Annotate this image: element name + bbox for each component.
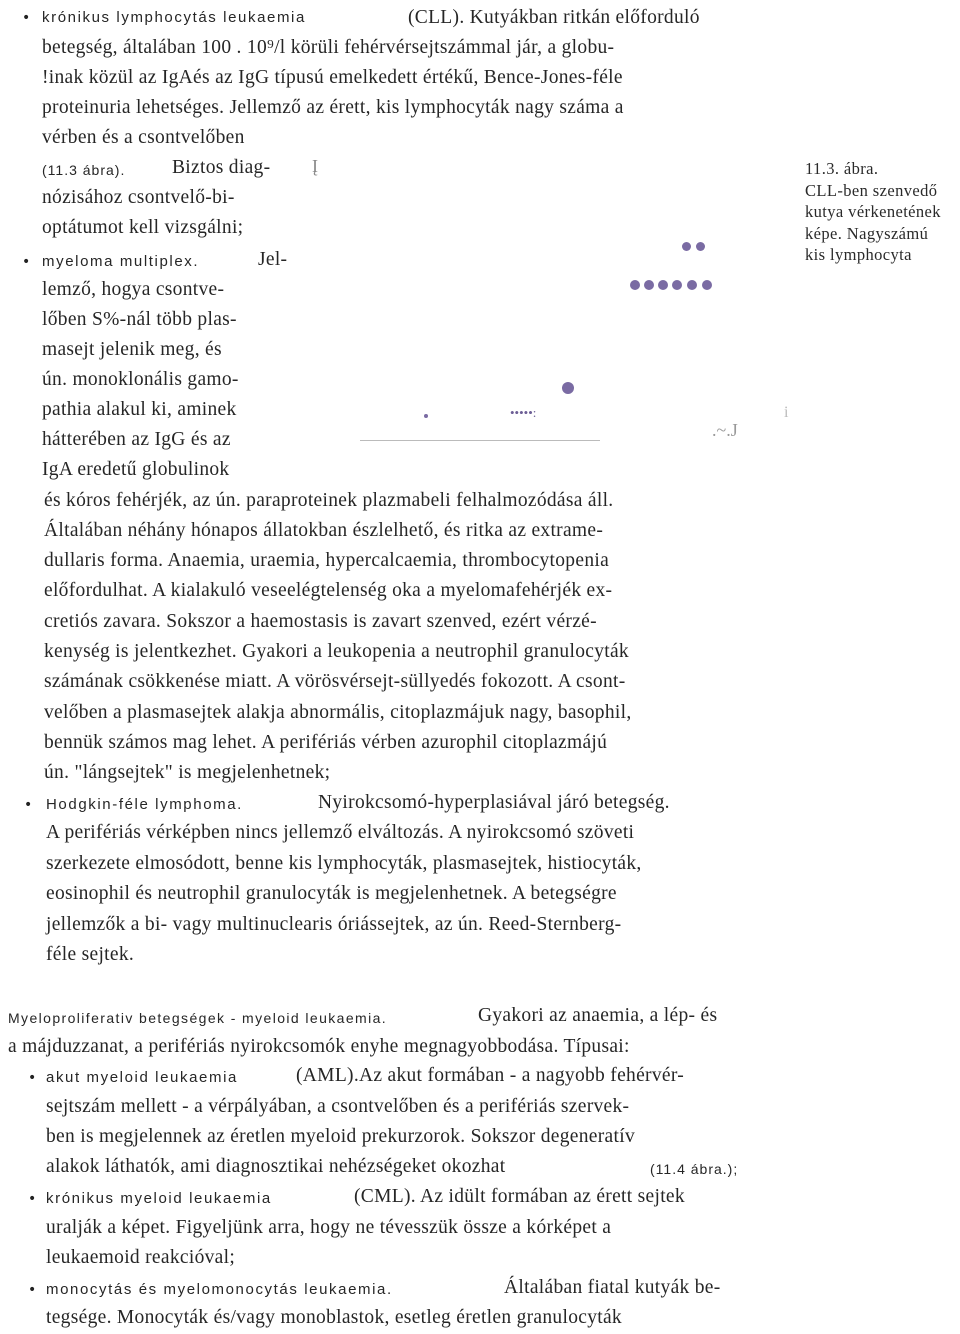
cell-dot: [702, 280, 712, 290]
figure-mark: •••••:: [510, 405, 537, 420]
term-cml: krónikus myeloid leukaemia: [46, 1190, 272, 1207]
text-line: előfordulhat. A kialakuló veseelégtelenség oka a myelomafehérjék ex-: [44, 580, 613, 601]
term-hodgkin: Hodgkin-féle lymphoma.: [46, 796, 243, 813]
text-line: szerkezete elmosódott, benne kis lymphocyták, plasmasejtek, histiocyták,: [46, 853, 642, 874]
cell-dot: [687, 280, 697, 290]
term-cll: krónikus lymphocytás leukaemia: [42, 9, 306, 26]
text-line: lemző, hogya csontve-: [42, 279, 225, 300]
figure-baseline: [360, 440, 600, 441]
text-line: féle sejtek.: [46, 944, 135, 965]
text-line: ben is megjelennek az éretlen myeloid prekurzorok. Sokszor degeneratív: [46, 1126, 635, 1147]
text-line: leukaemoid reakcióval;: [46, 1247, 236, 1268]
bullet-cll: •: [22, 10, 31, 26]
text-line: Általában néhány hónapos állatokban észlelhető, és ritka az extrame-: [44, 520, 604, 541]
text-line: Biztos diag-: [172, 157, 271, 178]
text-line: a májduzzanat, a perifériás nyirokcsomók enyhe megnagyobbodása. Típusai:: [8, 1036, 630, 1057]
cell-dot: [630, 280, 640, 290]
text-line: alakok láthatók, ami diagnosztikai nehézségeket okozhat: [46, 1156, 506, 1177]
text-line: bennük számos mag lehet. A perifériás vérben azurophil citoplazmájú: [44, 732, 608, 753]
text-line: uralják a képet. Figyeljünk arra, hogy ne tévesszük össze a kórképet a: [46, 1217, 612, 1238]
bullet-hodgkin: •: [24, 797, 33, 813]
text-line: kenység is jelentkezhet. Gyakori a leukopenia a neutrophil granulocyták: [44, 641, 629, 662]
bullet-monocytic: •: [28, 1282, 37, 1298]
figure-mark: Į: [312, 156, 318, 176]
text-line: pathia alakul ki, aminek: [42, 399, 237, 420]
text-line: Általában fiatal kutyák be-: [504, 1277, 721, 1298]
figure-caption-line: kutya vérkenetének: [805, 202, 941, 221]
text-line: tegsége. Monocyták és/vagy monoblastok, esetleg éretlen granulocyták: [46, 1307, 622, 1328]
figure-caption-line: CLL-ben szenvedő: [805, 181, 938, 200]
term-myeloma: myeloma multiplex.: [42, 253, 200, 270]
term-aml: akut myeloid leukaemia: [46, 1069, 238, 1086]
text-line: ún. "lángsejtek" is megjelenhetnek;: [44, 762, 331, 783]
text-line: ún. monoklonális gamo-: [42, 369, 239, 390]
figure-mark: i: [784, 404, 789, 421]
text-line: dullaris forma. Anaemia, uraemia, hypercalcaemia, thrombocytopenia: [44, 550, 610, 571]
text-line: Nyirokcsomó-hyperplasiával járó betegség.: [318, 792, 670, 813]
text-line: masejt jelenik meg, és: [42, 339, 222, 360]
bullet-myeloma: •: [22, 254, 31, 270]
cell-dot: [672, 280, 682, 290]
text-line: és kóros fehérjék, az ún. paraproteinek plazmabeli felhalmozódása áll.: [44, 490, 614, 511]
text-line: betegség, általában 100 . 10⁹/l körüli fehérvérsejtszámmal jár, a globu-: [42, 37, 615, 58]
text-line: proteinuria lehetséges. Jellemző az érett, kis lymphocyták nagy száma a: [42, 97, 624, 118]
heading-myeloproliferativ: Myeloproliferativ betegségek - myeloid leukaemia.: [8, 1010, 388, 1026]
figure-caption-line: képe. Nagyszámú: [805, 224, 929, 243]
term-monocytic: monocytás és myelomonocytás leukaemia.: [46, 1281, 393, 1298]
text-line: eosinophil és neutrophil granulocyták is megjelenhetnek. A betegségre: [46, 883, 617, 904]
text-line: !inak közül az IgAés az IgG típusú emelkedett értékű, Bence-Jones-féle: [42, 67, 623, 88]
figure-reference: (11.4 ábra.);: [650, 1161, 739, 1177]
text-line: Jel-: [258, 249, 288, 270]
cell-dot: [424, 414, 428, 418]
text-line: jellemzők a bi- vagy multinuclearis óriássejtek, az ún. Reed-Sternberg-: [46, 914, 622, 935]
text-line: IgA eredetű globulinok: [42, 459, 230, 480]
text-line: (CML). Az idült formában az érett sejtek: [354, 1186, 685, 1207]
cell-dot: [696, 242, 705, 251]
text-line: optátumot kell vizsgálni;: [42, 217, 244, 238]
figure-caption-line: 11.3. ábra.: [805, 159, 879, 178]
text-line: (AML).Az akut formában - a nagyobb fehérvér-: [296, 1065, 685, 1086]
figure-mark: .~.J: [712, 420, 738, 440]
figure-caption-line: kis lymphocyta: [805, 245, 912, 264]
cell-dot: [644, 280, 654, 290]
text-line: lőben S%-nál több plas-: [42, 309, 237, 330]
text-line: (CLL). Kutyákban ritkán előforduló: [408, 7, 700, 28]
cell-dot: [658, 280, 668, 290]
text-line: Gyakori az anaemia, a lép- és: [478, 1005, 718, 1026]
text-line: hátterében az IgG és az: [42, 429, 231, 450]
figure-reference: (11.3 ábra).: [42, 162, 126, 178]
text-line: sejtszám mellett - a vérpályában, a csontvelőben és a perifériás szervek-: [46, 1096, 630, 1117]
text-line: vérben és a csontvelőben: [42, 127, 245, 148]
text-line: számának csökkenése miatt. A vörösvérsejt-süllyedés fokozott. A csont-: [44, 671, 626, 692]
text-line: cretiós zavara. Sokszor a haemostasis is zavart szenved, ezért vérzé-: [44, 611, 597, 632]
bullet-aml: •: [28, 1070, 37, 1086]
text-line: velőben a plasmasejtek alakja abnormális, citoplazmájuk nagy, basophil,: [44, 702, 632, 723]
bullet-cml: •: [28, 1191, 37, 1207]
text-line: A perifériás vérképben nincs jellemző elváltozás. A nyirokcsomó szöveti: [46, 822, 635, 843]
cell-dot: [682, 242, 691, 251]
cell-dot: [562, 382, 574, 394]
text-line: nózisához csontvelő-bi-: [42, 187, 235, 208]
